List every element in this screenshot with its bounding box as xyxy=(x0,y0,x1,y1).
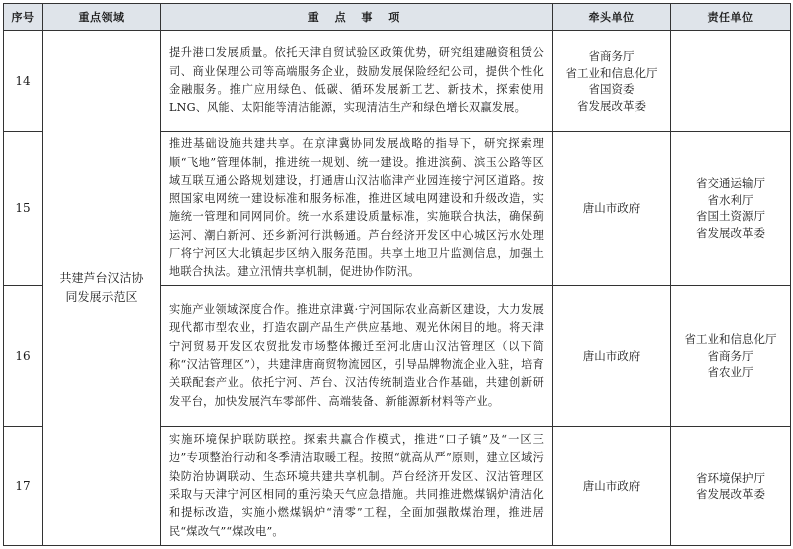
row-content: 推进基础设施共建共享。在京津冀协同发展战略的指导下，研究探索理顺“飞地”管理体制，推进统一规划、统一建设。推进滨蓟、滨玉公路等区域互联互通公路规划建设，打通唐山汉沽临津产业园连接宁河区道路。按照国家电网统一建设标准和服务标准，推进区域电网建设和升级改造，实施统一管理和同网同价。统一水系建设质量标准，实施联合执法，确保蓟运河、潮白新河、还乡新河行洪畅通。芦台经济开发区中心城区污水处理厂将宁河区大北镇起步区纳入服务范围。共享土地卫片监测信息，加强土地联合执法。建立汛情共享机制，促进协作防汛。 xyxy=(161,131,553,285)
responsible-unit: 省环境保护厅 xyxy=(696,470,765,485)
responsible-unit: 省国土资源厅 xyxy=(696,209,765,224)
key-field-cell xyxy=(43,31,161,546)
header-seq: 序号 xyxy=(4,4,43,31)
header-responsible: 责任单位 xyxy=(671,4,791,31)
responsible-unit: 省工业和信息化厅 xyxy=(684,332,777,347)
row-lead xyxy=(553,31,671,132)
key-field-text: 共建芦台汉沽协同发展示范区 xyxy=(59,271,144,305)
responsible-unit: 省农业厅 xyxy=(707,365,754,380)
row-content: 提升港口发展质量。依托天津自贸试验区政策优势，研究组建融资租赁公司、商业保理公司等高端服务企业，鼓励发展保险经纪公司，提供个性化金融服务。推广应用绿色、低碳、循环发展新工艺、新技术，探索使用LNG、风能、太阳能等清洁能源，实现清洁生产和绿色增长双赢发展。 xyxy=(161,31,553,132)
lead-unit: 省国资委 xyxy=(588,82,635,97)
row-responsible xyxy=(671,427,791,546)
row-responsible xyxy=(671,131,791,285)
responsible-unit: 省发展改革委 xyxy=(696,487,765,502)
responsible-unit: 省发展改革委 xyxy=(696,225,765,240)
row-content: 实施产业领域深度合作。推进京津冀·宁河国际农业高新区建设，大力发展现代都市型农业，打造农副产品生产供应基地、观光休闲目的地。将天津宁河贸易开发区农贸批发市场整体搬迁至河北唐山汉沽管理区（以下简称“汉沽管理区”），共建津唐商贸物流园区，引导品牌物流企业入驻，培育关联配套产业。依托宁河、芦台、汉沽传统制造业合作基础，共建创新研发平台，加快发展汽车零部件、高端装备、新能源新材料等产业。 xyxy=(161,286,553,427)
row-seq: 15 xyxy=(4,131,43,285)
responsible-unit: 省商务厅 xyxy=(707,348,754,363)
lead-unit: 唐山市政府 xyxy=(582,478,641,493)
responsible-unit: 省交通运输厅 xyxy=(696,176,765,191)
lead-unit: 唐山市政府 xyxy=(582,348,641,363)
row-lead xyxy=(553,131,671,285)
table-row xyxy=(4,31,791,132)
row-responsible xyxy=(671,286,791,427)
row-seq: 17 xyxy=(4,427,43,546)
key-tasks-table xyxy=(3,3,791,546)
row-seq: 14 xyxy=(4,31,43,132)
row-lead xyxy=(553,286,671,427)
header-row xyxy=(4,4,791,31)
lead-unit: 省商务厅 xyxy=(588,49,635,64)
responsible-unit: 省水利厅 xyxy=(707,192,754,207)
header-field: 重点领域 xyxy=(43,4,161,31)
header-lead: 牵头单位 xyxy=(553,4,671,31)
lead-unit: 唐山市政府 xyxy=(582,201,641,216)
row-seq: 16 xyxy=(4,286,43,427)
lead-unit: 省发展改革委 xyxy=(577,98,646,113)
header-matter: 重 点 事 项 xyxy=(161,4,553,31)
row-responsible xyxy=(671,31,791,132)
lead-unit: 省工业和信息化厅 xyxy=(565,65,658,80)
row-content: 实施环境保护联防联控。探索共赢合作模式，推进“口子镇”及“一区三边”专项整治行动和冬季清洁取暖工程。按照“就高从严”原则，建立区域污染防治协调联动、生态环境共建共享机制。芦台经济开发区、汉沽管理区采取与天津宁河区相同的重污染天气应急措施。共同推进燃煤锅炉清洁化和提标改造，实施小燃煤锅炉“清零”工程，全面加强散煤治理，推进居民“煤改气”“煤改电”。 xyxy=(161,427,553,546)
row-lead xyxy=(553,427,671,546)
